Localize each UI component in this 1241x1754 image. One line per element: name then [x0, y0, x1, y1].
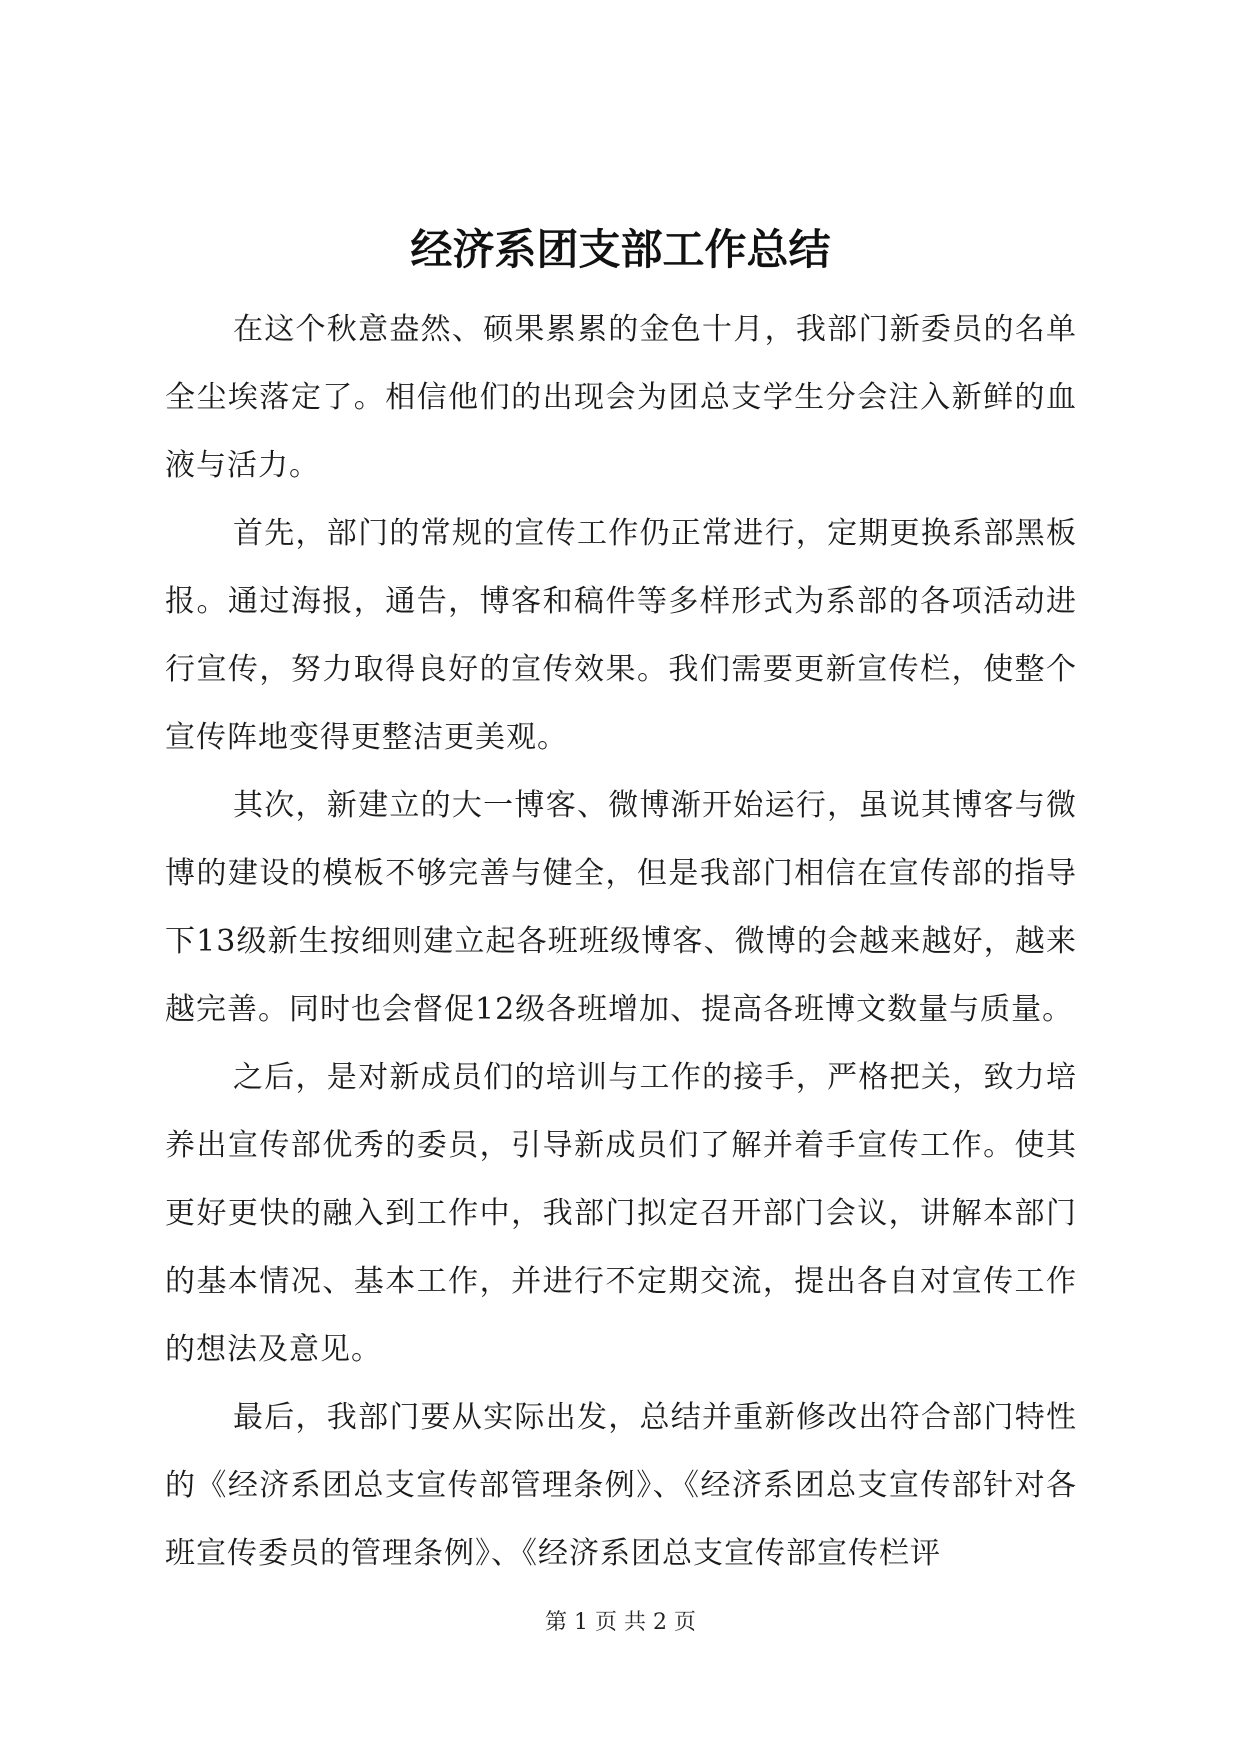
paragraph-3: 其次，新建立的大一博客、微博渐开始运行，虽说其博客与微博的建设的模板不够完善与健全，但是我部门相信在宣传部的指导下13级新生按细则建立起各班班级博客、微博的会越来越好，越来越完善。同时也会督促12级各班增加、提高各班博文数量与质量。 — [165, 788, 1077, 1027]
page-footer: 第 1 页 共 2 页 — [545, 1610, 696, 1635]
paragraph-1: 在这个秋意盎然、硕果累累的金色十月，我部门新委员的名单全尘埃落定了。相信他们的出现会为团总支学生分会注入新鲜的血液与活力。 — [165, 312, 1077, 483]
paragraph-5: 最后，我部门要从实际出发，总结并重新修改出符合部门特性的《经济系团总支宣传部管理条例》、《经济系团总支宣传部针对各班宣传委员的管理条例》、《经济系团总支宣传部宣传栏评 — [165, 1400, 1077, 1571]
document-body — [165, 296, 1077, 1588]
paragraph-4: 之后，是对新成员们的培训与工作的接手，严格把关，致力培养出宣传部优秀的委员，引导新成员们了解并着手宣传工作。使其更好更快的融入到工作中，我部门拟定召开部门会议，讲解本部门的基本情况、基本工作，并进行不定期交流，提出各自对宣传工作的想法及意见。 — [165, 1060, 1077, 1367]
paragraph-2: 首先，部门的常规的宣传工作仍正常进行，定期更换系部黑板报。通过海报，通告，博客和稿件等多样形式为系部的各项活动进行宣传，努力取得良好的宣传效果。我们需要更新宣传栏，使整个宣传阵地变得更整洁更美观。 — [165, 516, 1077, 755]
document-title: 经济系团支部工作总结 — [410, 225, 831, 274]
